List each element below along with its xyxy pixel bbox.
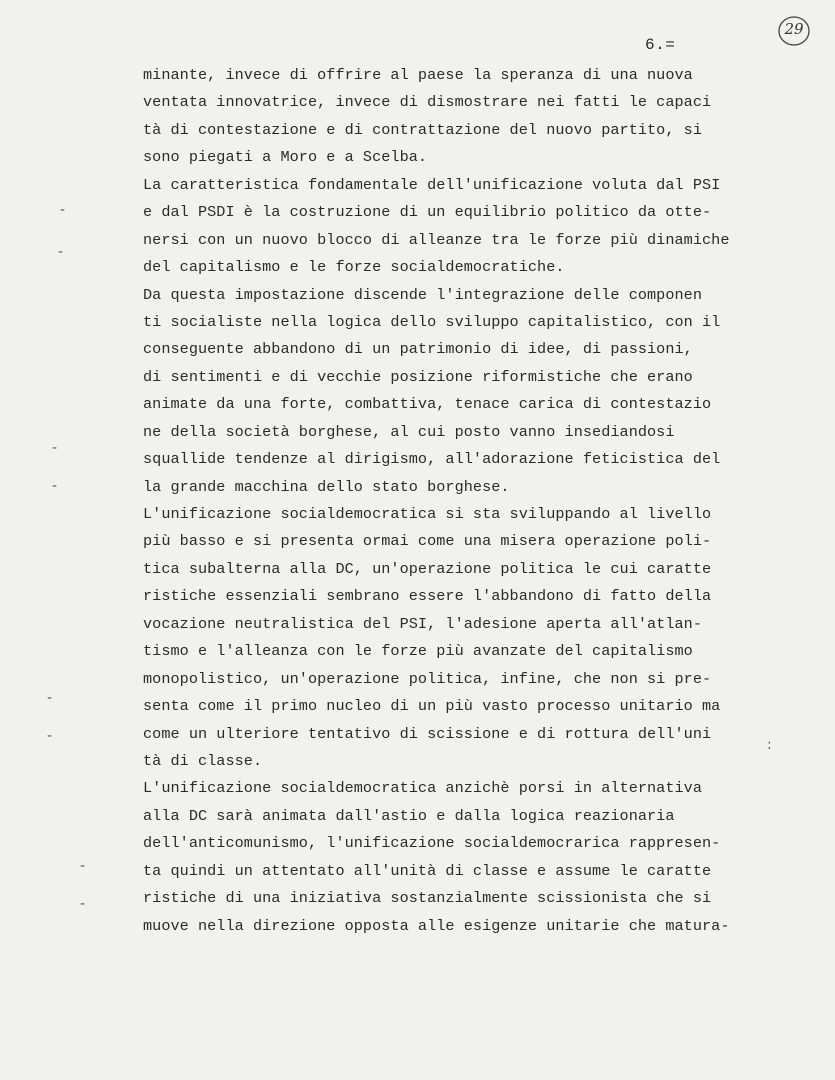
text-line: Da questa impostazione discende l'integrazione delle componen [143,285,703,304]
text-line: alla DC sarà animata dall'astio e dalla logica reazionaria [143,806,675,825]
text-line: L'unificazione socialdemocratica si sta sviluppando al livello [143,505,712,523]
text-line: tà di contestazione e di contrattazione del nuovo partito, si [143,120,703,139]
text-line: ventata innovatrice, invece di dismostrare nei fatti le capaci [143,93,712,112]
text-line: tismo e l'alleanza con le forze più avanzate del capitalismo [143,642,693,661]
body-text [143,62,783,940]
margin-tick-mark: - [58,244,64,260]
text-line: squallide tendenze al dirigismo, all'adorazione feticistica del [143,450,721,469]
text-line: ta quindi un attentato all'unità di classe e assume le caratte [143,861,712,880]
text-line: tica subalterna alla DC, un'operazione politica le cui caratte [143,559,712,578]
text-line: La caratteristica fondamentale dell'unificazione voluta dal PSI [143,175,721,194]
margin-tick-mark: - [80,896,86,912]
text-line: muove nella direzione opposta alle esigenze unitarie che matura- [143,916,730,935]
text-line: la grande macchina dello stato borghese. [143,477,510,496]
text-line: dell'anticomunismo, l'unificazione socialdemocrarica rappresen- [143,834,721,853]
text-line: di sentimenti e di vecchie posizione riformistiche che erano [143,367,693,386]
margin-tick-mark: - [52,440,58,456]
text-line: più basso e si presenta ormai come una misera operazione poli- [143,532,712,551]
text-line: del capitalismo e le forze socialdemocratiche. [143,258,565,277]
folio-stamp [776,14,812,48]
text-line: sono piegati a Moro e a Scelba. [143,148,428,167]
text-line: ti socialiste nella logica dello sviluppo capitalistico, con il [143,312,721,331]
folio-number: 29 [784,20,804,38]
margin-tick-mark: - [80,858,86,874]
margin-tick-mark: - [52,478,58,494]
text-line: senta come il primo nucleo di un più vasto processo unitario ma [143,697,721,716]
text-line: animate da una forte, combattiva, tenace carica di contestazio [143,395,712,414]
text-line: nersi con un nuovo blocco di alleanze tra le forze più dinamiche [143,230,730,249]
margin-tick-mark: - [47,728,53,744]
text-line: monopolistico, un'operazione politica, infine, che non si pre- [143,669,712,688]
text-line: ristiche di una iniziativa sostanzialmente scissionista che si [143,889,712,908]
margin-tick-mark: - [47,690,53,706]
page-number: 6.= [645,36,676,54]
text-line: minante, invece di offrire al paese la speranza di una nuova [143,66,693,84]
text-line: vocazione neutralistica del PSI, l'adesione aperta all'atlan- [143,614,703,633]
text-line: ne della società borghese, al cui posto vanno insediandosi [143,422,675,441]
margin-tick-mark: : [767,737,772,753]
margin-tick-mark: - [60,202,66,218]
text-line: e dal PSDI è la costruzione di un equilibrio politico da otte- [143,203,712,222]
text-line: conseguente abbandono di un patrimonio di idee, di passioni, [143,340,693,359]
text-line: L'unificazione socialdemocratica anzichè porsi in alternativa [143,779,703,798]
text-line: tà di classe. [143,751,263,770]
text-line: come un ulteriore tentativo di scissione e di rottura dell'uni [143,724,712,743]
text-line: ristiche essenziali sembrano essere l'abbandono di fatto della [143,587,712,606]
